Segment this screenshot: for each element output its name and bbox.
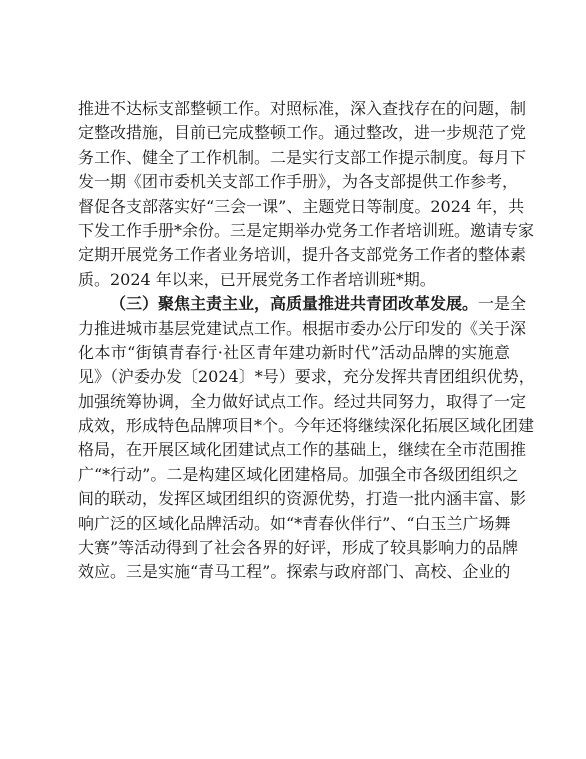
- paragraph-line: 推进不达标支部整顿工作。对照标准，深入查找存在的问题，制: [78, 99, 527, 118]
- paragraph-line: 发一期《团市委机关支部工作手册》，为各支部提供工作参考，: [78, 172, 519, 192]
- paragraph-line: 定期开展党务工作者业务培训，提升各支部党务工作者的整体素: [78, 245, 527, 265]
- paragraph-line: 格局，在开展区域化团建试点工作的基础上，继续在全市范围推: [78, 440, 527, 460]
- section-heading: （三）聚焦主责主业，高质量推进共青团改革发展。: [110, 294, 479, 314]
- paragraph-line: 力推进城市基层党建试点工作。根据市委办公厅印发的《关于深: [78, 318, 527, 338]
- section-first-line-text: 一是全: [478, 294, 527, 314]
- paragraph-line: 下发工作手册*余份。三是定期举办党务工作者培训班。邀请专家: [78, 220, 535, 240]
- paragraph-line: 见》（沪委办发〔2024〕*号）要求，充分发挥共青团组织优势，: [78, 367, 535, 387]
- paragraph-line: 务工作、健全了工作机制。二是实行支部工作提示制度。每月下: [78, 147, 527, 167]
- section-first-line: [78, 292, 527, 316]
- paragraph-line: 效应。三是实施“青马工程”。探索与政府部门、高校、企业的: [78, 562, 511, 582]
- paragraph-line: 督促各支部落实好“三会一课”、主题党日等制度。2024 年，共: [78, 196, 525, 216]
- document-body: [78, 97, 535, 585]
- paragraph-line: 成效，形成特色品牌项目*个。今年还将继续深化拓展区域化团建: [78, 416, 535, 436]
- paragraph-line: 定整改措施，目前已完成整顿工作。通过整改，进一步规范了党: [78, 123, 527, 143]
- paragraph-line: 大赛”等活动得到了社会各界的好评，形成了较具影响力的品牌: [78, 538, 519, 558]
- paragraph-line: 响广泛的区域化品牌活动。如“*青春伙伴行”、“白玉兰广场舞: [78, 513, 511, 533]
- paragraph-line: 质。2024 年以来，已开展党务工作者培训班*期。: [78, 269, 436, 289]
- paragraph-line: 加强统筹协调，全力做好试点工作。经过共同努力，取得了一定: [78, 391, 527, 411]
- paragraph-line: 化本市“街镇青春行·社区青年建功新时代”活动品牌的实施意: [78, 342, 510, 362]
- paragraph-line: 广“*行动”。二是构建区域化团建格局。加强全市各级团组织之: [78, 464, 519, 484]
- paragraph-line: 间的联动，发挥区域团组织的资源优势，打造一批内涵丰富、影: [78, 489, 527, 509]
